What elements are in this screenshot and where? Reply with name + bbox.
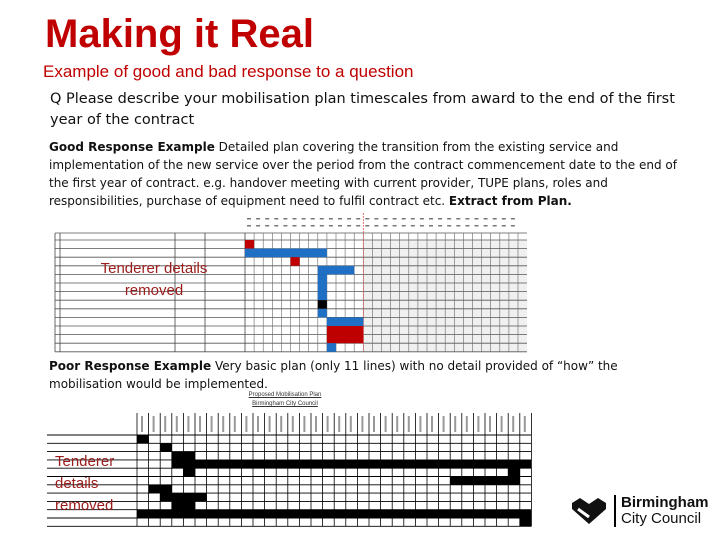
redacted-notice-good: Tenderer details removed (100, 260, 208, 299)
date-header (443, 416, 445, 432)
date-header (327, 416, 329, 432)
date-header (454, 416, 456, 432)
poor-response-label: Poor Response Example (49, 359, 212, 373)
redacted-notice-poor (55, 451, 130, 517)
logo-line1: Birmingham (621, 494, 709, 511)
date-header (489, 416, 491, 432)
date-header (222, 416, 224, 432)
redacted-line3: removed (55, 497, 114, 514)
date-header (164, 416, 166, 432)
heart-logo-icon (570, 497, 608, 525)
date-header (234, 416, 236, 432)
date-header (303, 416, 305, 432)
poor-response-text: Very basic plan (only 11 lines) with no detail provided of “how” the mobilisation would be implemented. (49, 359, 618, 391)
gantt-bar (137, 435, 149, 443)
date-header (431, 416, 433, 432)
date-header (501, 416, 503, 432)
date-header (176, 416, 178, 432)
gantt-bar (149, 485, 172, 493)
poor-response-paragraph (49, 357, 689, 393)
date-header (350, 416, 352, 432)
date-header (315, 416, 317, 432)
date-header (141, 416, 143, 432)
redacted-line1: Tenderer (55, 453, 115, 470)
date-header (385, 416, 387, 432)
question-text: Q Please describe your mobilisation plan timescales from award to the end of the first year of the contract (50, 91, 675, 128)
date-header (269, 416, 271, 432)
logo-line2: City Council (621, 510, 702, 527)
extract-label: Extract from Plan. (448, 194, 572, 208)
slide-title: Making it Real (45, 12, 314, 56)
good-response-label: Good Response Example (49, 140, 215, 154)
date-header (466, 416, 468, 432)
logo-text (614, 495, 709, 527)
date-header (187, 416, 189, 432)
date-header (419, 416, 421, 432)
poor-chart-title-line2: Birmingham City Council (252, 401, 318, 407)
date-header (477, 416, 479, 432)
gantt-bar (172, 452, 195, 460)
birmingham-city-council-logo (570, 495, 709, 527)
gantt-bar (450, 477, 520, 485)
gantt-bar (520, 518, 532, 526)
date-header (373, 416, 375, 432)
gantt-bar (183, 468, 195, 476)
date-header (512, 416, 514, 432)
gantt-bar (172, 501, 195, 509)
poor-chart-title (230, 391, 340, 409)
gantt-bar (172, 460, 532, 468)
date-header (280, 416, 282, 432)
good-response-text: Detailed plan covering the transition from the existing service and implementation of the new service over the period from the contract commencement date to the end of the first year of contract. e.g. handover meeting with current provider, TUPE plans, roles and responsibilities, purchase of equipment need to fulfil contract etc. (49, 140, 677, 208)
date-header (408, 416, 410, 432)
gantt-bar (160, 493, 206, 501)
date-header (153, 416, 155, 432)
date-header (361, 416, 363, 432)
slide-subtitle: Example of good and bad response to a question (43, 62, 414, 81)
date-header (245, 416, 247, 432)
gantt-bar (137, 510, 531, 518)
gantt-bar (160, 443, 172, 451)
date-header (524, 416, 526, 432)
redacted-line2: details (55, 475, 99, 492)
date-header (199, 416, 201, 432)
date-header (396, 416, 398, 432)
date-header (338, 416, 340, 432)
date-header (257, 416, 259, 432)
date-header (292, 416, 294, 432)
poor-chart-title-line1: Proposed Mobilisation Plan (248, 392, 322, 398)
date-header (211, 416, 213, 432)
gantt-bar (508, 468, 520, 476)
